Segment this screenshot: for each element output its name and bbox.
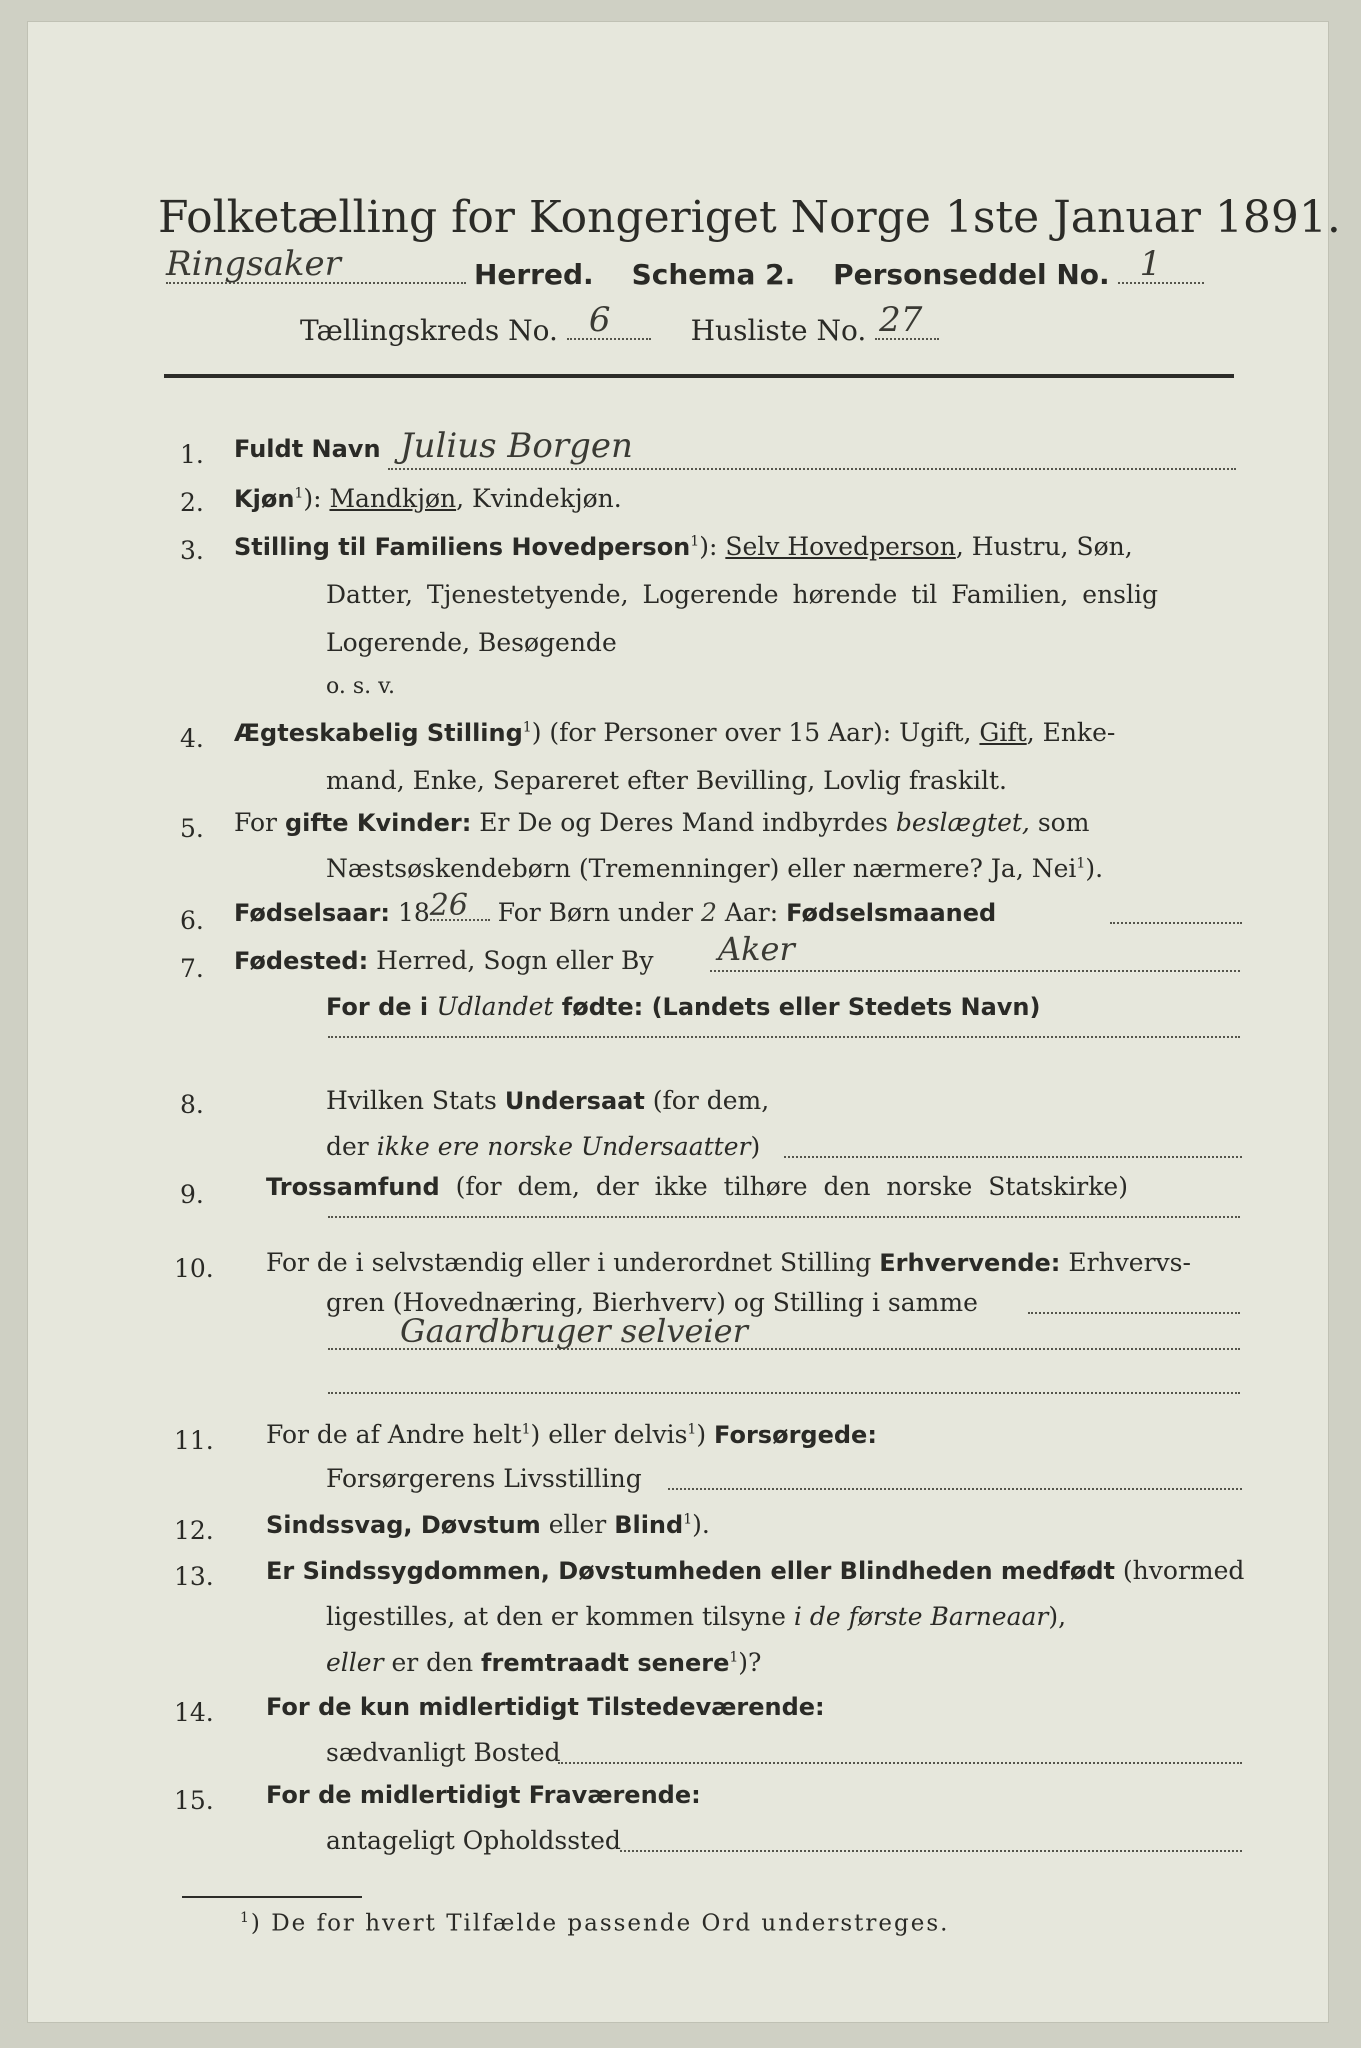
item-12-label: Sindssvag, Døvstum	[266, 1511, 541, 1539]
item-15-line2: antageligt Opholdssted	[326, 1826, 621, 1855]
item-8-number: 8.	[180, 1090, 204, 1119]
item-10-number: 10.	[174, 1254, 214, 1283]
item-7	[234, 946, 654, 975]
item-12-text-b: ).	[692, 1510, 710, 1539]
item-14-number: 14.	[174, 1698, 214, 1727]
item-11-number: 11.	[174, 1426, 214, 1455]
provider-field	[668, 1480, 1242, 1490]
item-5-number: 5.	[180, 814, 204, 843]
full-name-value: Julius Borgen	[400, 426, 633, 466]
item-5-text-b: Er De og Deres Mand indbyrdes	[471, 808, 896, 837]
item-10	[266, 1248, 1191, 1277]
item-1-number: 1.	[180, 440, 204, 469]
item-6-under-value: 2	[700, 898, 717, 927]
herred-value: Ringsaker	[166, 244, 341, 284]
header-line-kreds	[300, 300, 939, 347]
item-15-label: For de midlertidigt Fraværende:	[266, 1781, 701, 1809]
item-7-line2	[326, 992, 1041, 1021]
item-4-number: 4.	[180, 724, 204, 753]
footnote-text: ) De for hvert Tilfælde passende Ord understreges.	[250, 1910, 950, 1937]
item-3-line2: Datter, Tjenestetyende, Logerende hørende til Familien, enslig	[326, 580, 1159, 609]
item-3	[234, 532, 1133, 561]
item-7-label: Fødested:	[234, 947, 369, 975]
item-5-line2-end: ).	[1085, 854, 1104, 883]
occupation-value: Gaardbruger selveier	[400, 1312, 748, 1350]
item-8-text-a: Hvilken Stats	[326, 1086, 505, 1115]
item-9-text-a: (for dem, der ikke tilhøre den norske Statskirke)	[439, 1172, 1128, 1201]
item-13-line2-a: ligestilles, at den er kommen tilsyne	[326, 1602, 794, 1631]
item-5-label: gifte Kvinder:	[284, 809, 472, 837]
item-4-line2: mand, Enke, Separeret efter Bevilling, Lovlig fraskilt.	[326, 766, 1007, 795]
item-3-label: Stilling til Familiens Hovedperson	[234, 533, 691, 561]
item-13-bold2: medfødt	[992, 1557, 1115, 1585]
item-7-line2-italic: Udlandet	[436, 992, 554, 1021]
item-6-label2: Fødselsmaaned	[786, 899, 997, 927]
husliste-field	[875, 300, 939, 340]
item-13-line3	[326, 1648, 761, 1677]
item-4-label: Ægteskabelig Stilling	[234, 719, 523, 747]
item-8	[326, 1086, 769, 1115]
item-14-line2: sædvanligt Bosted	[326, 1738, 561, 1767]
item-7-line2-a: For de i	[326, 993, 437, 1021]
item-11-text-a: For de af Andre helt	[266, 1420, 522, 1449]
item-14	[266, 1692, 825, 1721]
item-13-label: Er Sindssygdommen, Døvstumheden eller Blindheden	[266, 1557, 993, 1585]
herred-field	[166, 244, 466, 284]
footnote-mark: 1	[240, 1910, 251, 1926]
item-5-line2-text: Næstsøskendebørn (Tremenninger) eller nærmere? Ja, Nei	[326, 854, 1077, 883]
item-3-number: 3.	[180, 536, 204, 565]
item-15-number: 15.	[174, 1786, 214, 1815]
item-11-label: Forsørgede:	[714, 1421, 877, 1449]
item-1-label: Fuldt Navn	[234, 435, 381, 463]
item-3-line4: o. s. v.	[326, 674, 395, 699]
item-4-selected: Gift	[979, 718, 1027, 747]
usual-residence-field	[558, 1754, 1242, 1764]
item-13-line2	[326, 1602, 1066, 1631]
item-3-selected: Selv Hovedperson	[725, 532, 956, 561]
item-2-selected: Mandkjøn	[329, 484, 457, 513]
item-6-text-a: For Børn under	[489, 898, 701, 927]
item-11-footnote-mark-a: 1	[521, 1421, 531, 1438]
herred-label: Herred.	[473, 258, 594, 291]
item-13-text-a: (hvormed	[1114, 1556, 1245, 1585]
item-13-line3-bold: fremtraadt senere	[481, 1649, 730, 1677]
item-10-text-b: Erhvervs-	[1060, 1248, 1191, 1277]
item-13-number: 13.	[174, 1562, 214, 1591]
birth-year-prefix: 18	[390, 898, 430, 927]
item-7-line2-b: fødte: (Landets eller Stedets Navn)	[553, 993, 1041, 1021]
religion-field	[328, 1208, 1240, 1218]
item-8-label: Undersaat	[504, 1087, 645, 1115]
item-8-line2	[326, 1132, 760, 1161]
personseddel-field	[1118, 244, 1204, 284]
item-6-number: 6.	[180, 906, 204, 935]
item-4-footnote-mark: 1	[522, 719, 532, 736]
item-12-text-a: eller	[540, 1510, 615, 1539]
husliste-value: 27	[879, 300, 923, 340]
item-2-text-a: ):	[303, 484, 330, 513]
footnote-divider	[182, 1896, 362, 1898]
item-8-text-b: (for dem,	[644, 1086, 770, 1115]
item-11-line2: Forsørgerens Livsstilling	[326, 1464, 642, 1493]
item-11-text-c: )	[696, 1420, 715, 1449]
personseddel-value: 1	[1139, 244, 1162, 284]
item-15	[266, 1780, 701, 1809]
item-8-line2-italic: ikke ere norske Undersaatter	[376, 1132, 751, 1161]
birth-year-field	[429, 888, 490, 923]
item-2-footnote-mark: 1	[294, 485, 304, 502]
item-5-italic: beslægtet,	[895, 808, 1030, 837]
item-11-text-b: ) eller delvis	[530, 1420, 688, 1449]
item-13-line3-a: er den	[383, 1648, 482, 1677]
item-3-line3: Logerende, Besøgende	[326, 628, 617, 657]
item-3-text-a: ):	[699, 532, 726, 561]
husliste-label: Husliste No.	[690, 314, 867, 347]
kreds-field	[567, 300, 651, 340]
item-1	[234, 434, 381, 463]
item-9-number: 9.	[180, 1180, 204, 1209]
census-form-page	[28, 22, 1341, 2022]
form-title: Folketælling for Kongeriget Norge 1ste Januar 1891.	[158, 192, 1341, 243]
occupation-field-a	[1028, 1304, 1240, 1314]
item-8-line2-a: der	[326, 1132, 377, 1161]
birth-year-value: 26	[429, 888, 468, 923]
item-2-number: 2.	[180, 488, 204, 517]
item-5-line2	[326, 854, 1103, 883]
item-11-footnote-mark-b: 1	[687, 1421, 697, 1438]
item-9-label: Trossamfund	[266, 1173, 440, 1201]
item-5-text-c: som	[1029, 808, 1090, 837]
item-6-text-b: Aar:	[716, 898, 787, 927]
item-3-footnote-mark: 1	[690, 533, 700, 550]
item-2-text-b: , Kvindekjøn.	[456, 484, 622, 513]
item-13	[266, 1556, 1244, 1585]
item-2	[234, 484, 622, 513]
schema-label: Schema 2.	[631, 258, 796, 291]
item-5	[234, 808, 1089, 837]
kreds-value: 6	[588, 300, 611, 340]
item-4-text-b: , Enke-	[1026, 718, 1116, 747]
item-14-label: For de kun midlertidigt Tilstedeværende:	[266, 1693, 825, 1721]
item-12-number: 12.	[174, 1516, 214, 1545]
header-line-herred	[166, 244, 1204, 291]
item-13-line3-italic: eller	[326, 1648, 384, 1677]
item-10-text-a: For de i selvstændig eller i underordnet Stilling	[266, 1248, 880, 1277]
item-12	[266, 1510, 710, 1539]
item-10-line2: gren (Hovednæring, Bierhverv) og Stilling i samme	[326, 1288, 978, 1317]
item-8-line2-b: )	[750, 1132, 761, 1161]
item-11	[266, 1420, 877, 1449]
item-6-label: Fødselsaar:	[234, 899, 390, 927]
item-5-footnote-mark: 1	[1076, 855, 1086, 872]
footnote	[240, 1910, 949, 1937]
item-7-number: 7.	[180, 954, 204, 983]
item-13-line3-b: )?	[738, 1648, 762, 1677]
item-3-text-b: , Hustru, Søn,	[955, 532, 1133, 561]
expected-residence-field	[620, 1842, 1242, 1852]
birthplace-value: Aker	[718, 930, 795, 968]
item-13-line2-b: ),	[1048, 1602, 1067, 1631]
item-7-text-a: Herred, Sogn eller By	[368, 946, 654, 975]
item-13-footnote-mark: 1	[729, 1649, 739, 1666]
item-12-footnote-mark: 1	[683, 1511, 693, 1528]
occupation-field-c	[328, 1384, 1240, 1394]
personseddel-label: Personseddel No.	[833, 258, 1110, 291]
nationality-field	[784, 1148, 1242, 1158]
item-2-label: Kjøn	[234, 485, 295, 513]
item-6	[234, 888, 997, 927]
item-4-text-a: ) (for Personer over 15 Aar): Ugift,	[531, 718, 980, 747]
foreign-birthplace-field	[328, 1028, 1240, 1038]
birth-month-field	[1110, 914, 1242, 924]
item-13-line2-italic: i de første Barneaar	[793, 1602, 1049, 1631]
item-12-label2: Blind	[614, 1511, 684, 1539]
item-5-text-a: For	[234, 808, 285, 837]
header-divider	[164, 374, 1234, 378]
item-9	[266, 1172, 1128, 1201]
item-4	[234, 718, 1115, 747]
item-10-label: Erhvervende:	[879, 1249, 1061, 1277]
kreds-label: Tællingskreds No.	[300, 314, 558, 347]
